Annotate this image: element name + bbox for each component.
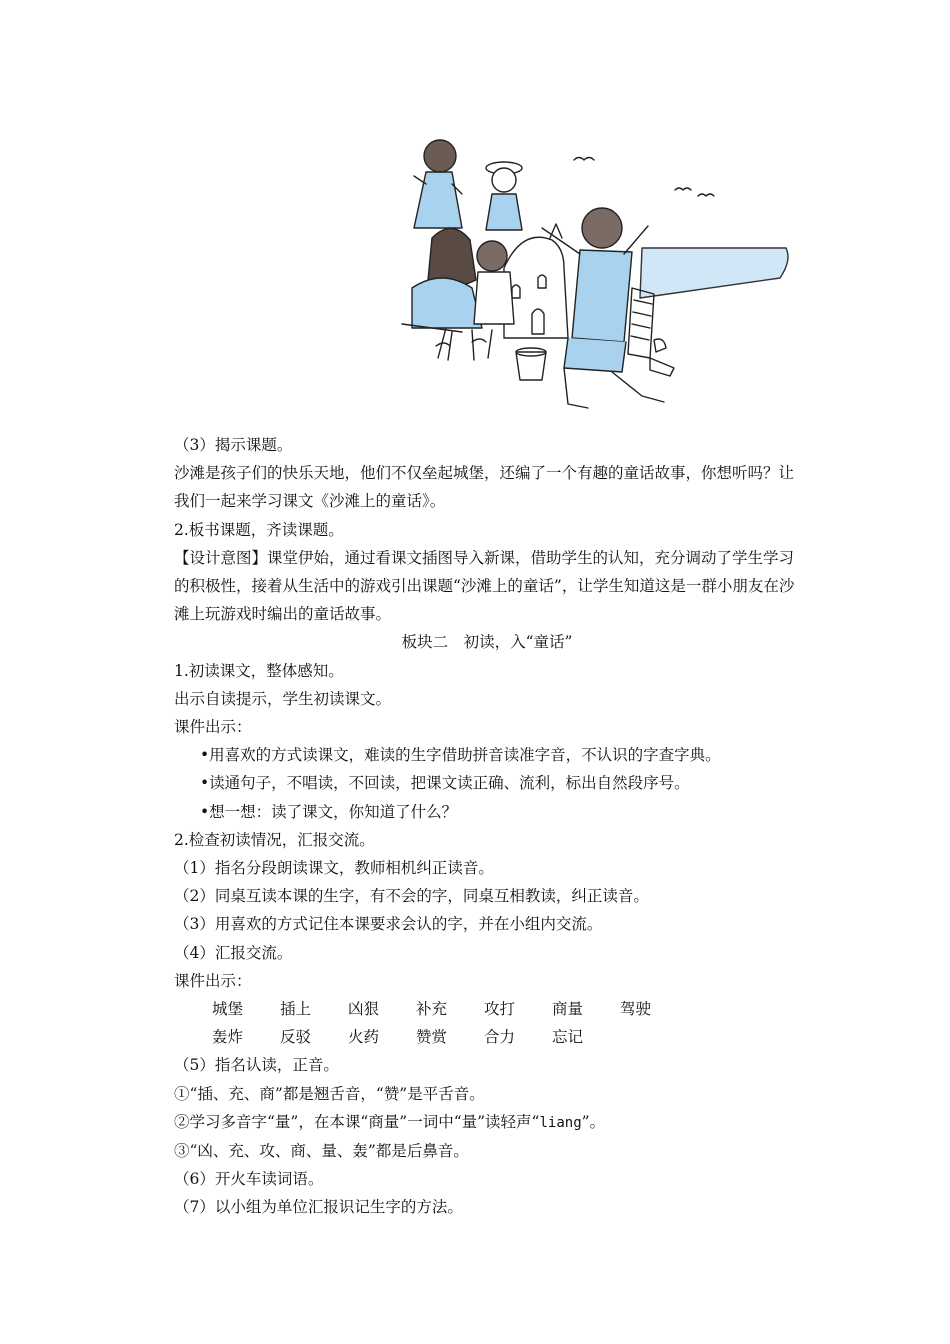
word-item: 轰炸 (212, 1028, 244, 1047)
word-item: 插上 (280, 1000, 312, 1019)
sub-step: （2）同桌互读本课的生字，有不会的字，同桌互相教读，纠正读音。 (174, 887, 649, 906)
step-2-heading: 2.板书课题，齐读课题。 (174, 520, 344, 539)
pronunciation-note (174, 1108, 800, 1137)
read-step-1-desc: 出示自读提示，学生初读课文。 (174, 689, 392, 708)
word-item: 城堡 (212, 1000, 244, 1019)
illustration-children-building-sandcastle (392, 128, 796, 412)
read-step-2: 2.检查初读情况，汇报交流。 (174, 830, 375, 849)
section-title: 板块二 初读，入“童话” (401, 633, 573, 652)
sub-step: （1）指名分段朗读课文，教师相机纠正读音。 (174, 859, 494, 878)
pronunciation-note: ①“插、充、商”都是翘舌音，“赞”是平舌音。 (174, 1084, 485, 1103)
sub-step: （6）开火车读词语。 (174, 1170, 324, 1189)
word-item: 商量 (552, 1000, 584, 1019)
bullet-item: •用喜欢的方式读课文，难读的生字借助拼音读准字音，不认识的字查字典。 (200, 746, 721, 765)
word-row-2 (174, 1023, 800, 1051)
word-item: 攻打 (484, 1000, 516, 1019)
pinyin-text: liang (539, 1114, 582, 1131)
word-item: 火药 (348, 1028, 380, 1047)
read-step-1: 1.初读课文，整体感知。 (174, 661, 344, 680)
word-row-1 (174, 995, 800, 1023)
sub-step: （7）以小组为单位汇报识记生字的方法。 (174, 1198, 463, 1217)
bullet-item: •想一想：读了课文，你知道了什么？ (200, 802, 458, 821)
sub-step: （4）汇报交流。 (174, 943, 293, 962)
word-item: 反驳 (280, 1028, 312, 1047)
design-intent-paragraph: 【设计意图】课堂伊始，通过看课文插图导入新课，借助学生的认知，充分调动了学生学习的积极性，接着从生活中的游戏引出课题“沙滩上的童话”，让学生知道这是一群小朋友在沙滩上玩游戏时编出的童话故事。 (174, 548, 795, 624)
note-text: ②学习多音字“量”，在本课“商量”一词中“量”读轻声“ (174, 1112, 540, 1131)
word-item: 赞赏 (416, 1028, 448, 1047)
word-item: 补充 (416, 1000, 448, 1019)
step-3-heading: （3）揭示课题。 (174, 436, 293, 454)
word-item: 忘记 (552, 1028, 584, 1047)
courseware-label: 课件出示： (174, 971, 252, 990)
word-item: 驾驶 (620, 1000, 652, 1019)
bullet-item: •读通句子，不唱读，不回读，把课文读正确、流利，标出自然段序号。 (200, 774, 690, 793)
note-text: ”。 (581, 1112, 606, 1131)
courseware-label: 课件出示： (174, 718, 252, 737)
word-item: 凶狠 (348, 1000, 380, 1019)
pronunciation-note: ③“凶、充、攻、商、量、轰”都是后鼻音。 (174, 1142, 469, 1161)
sub-step: （5）指名认读，正音。 (174, 1056, 339, 1075)
word-item: 合力 (484, 1028, 516, 1047)
intro-paragraph: 沙滩是孩子们的快乐天地，他们不仅垒起城堡，还编了一个有趣的童话故事，你想听吗？让我们一起来学习课文《沙滩上的童话》。 (174, 464, 795, 511)
lesson-text (174, 431, 800, 1222)
sub-step: （3）用喜欢的方式记住本课要求会认的字，并在小组内交流。 (174, 915, 603, 934)
